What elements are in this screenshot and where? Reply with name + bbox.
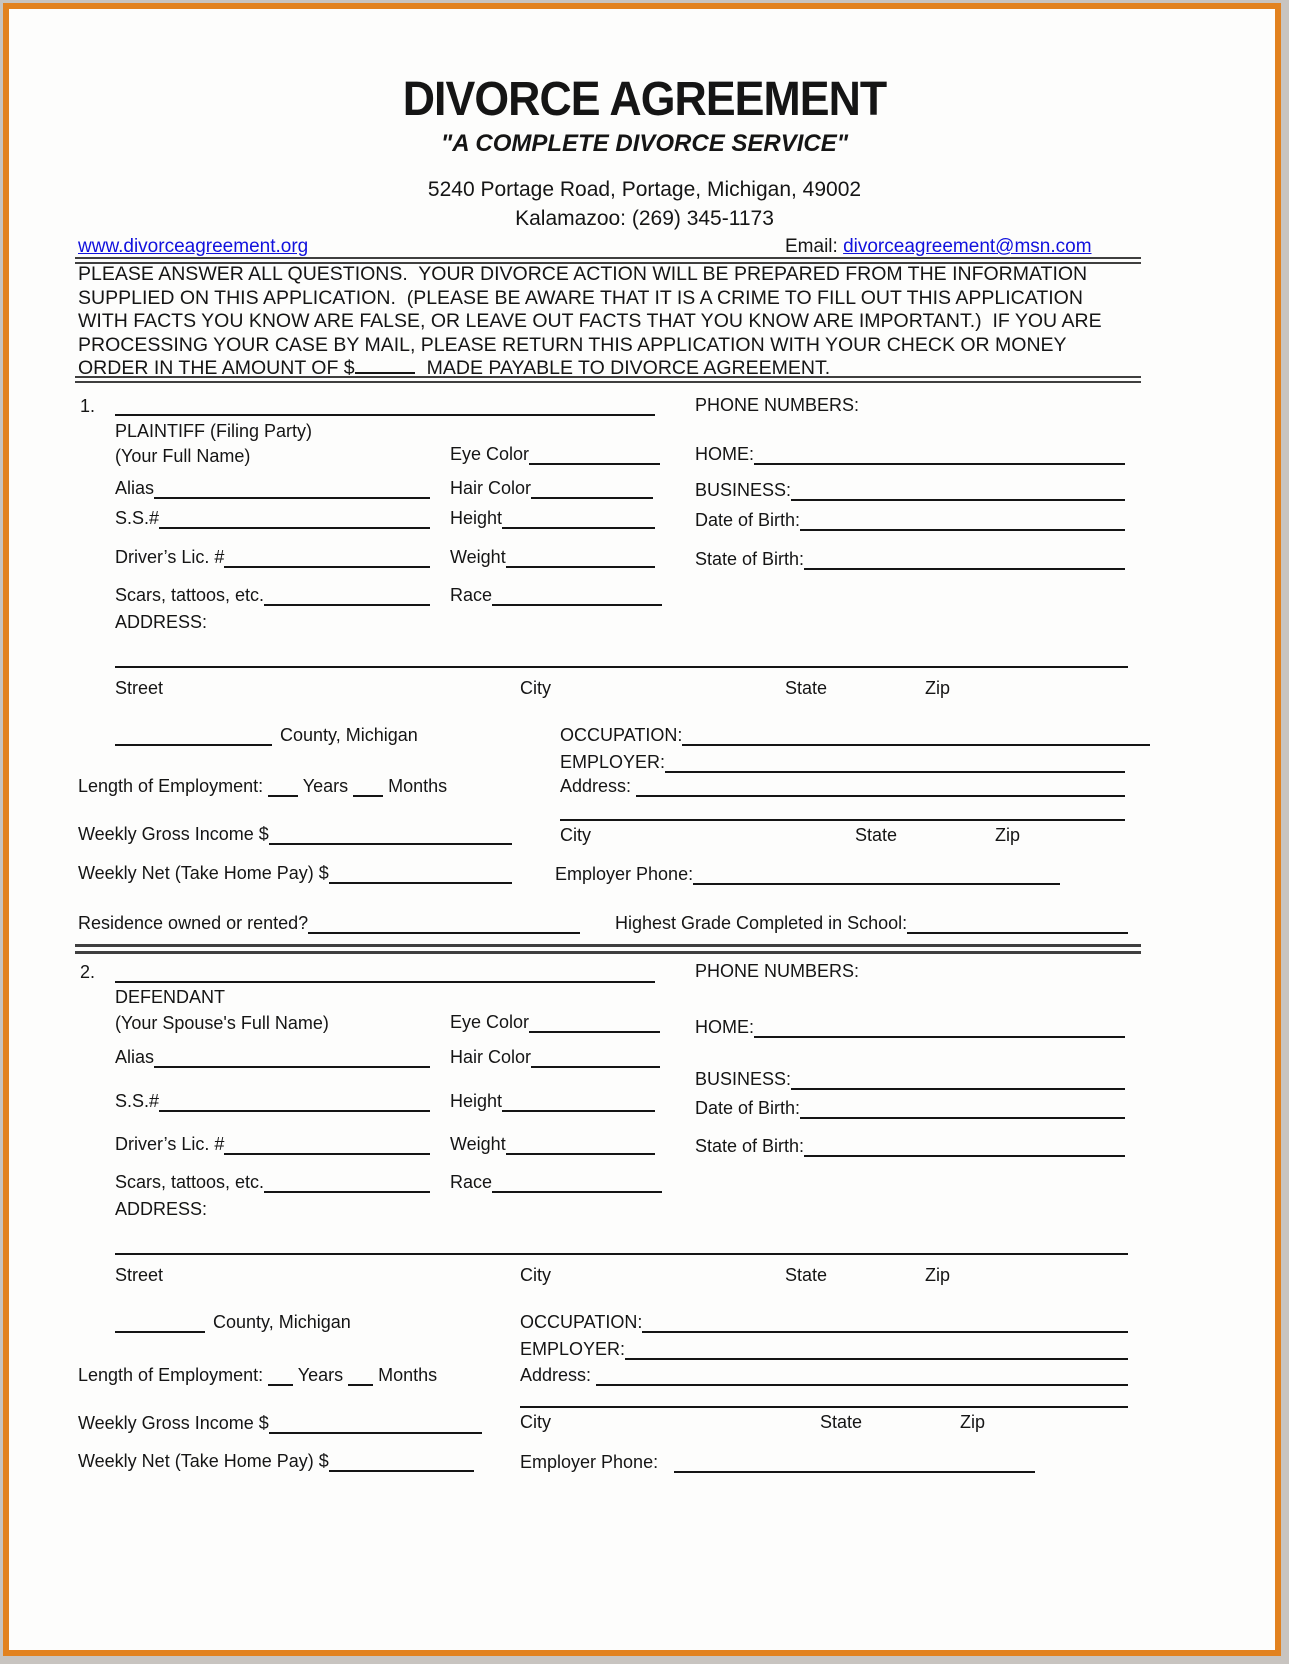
instructions-text-2: MADE PAYABLE TO DIVORCE AGREEMENT.	[426, 357, 831, 380]
s1-scars-row	[115, 584, 430, 606]
s2-drivers-lic-label: Driver’s Lic. #	[115, 1134, 225, 1154]
s1-employer-phone-row	[555, 863, 1060, 885]
s2-employer-blank[interactable]	[625, 1354, 1128, 1360]
s2-employer-label: EMPLOYER:	[520, 1339, 626, 1359]
s1-home-blank[interactable]	[754, 459, 1125, 465]
s1-race-blank[interactable]	[492, 600, 662, 606]
s2-eye-color-blank[interactable]	[529, 1027, 660, 1033]
s2-state-of-birth-label: State of Birth:	[695, 1136, 805, 1156]
s1-employer-state-label: State	[855, 825, 898, 845]
s2-weight-row	[450, 1133, 655, 1155]
s1-weight-blank[interactable]	[506, 562, 655, 568]
s2-employer-address-row	[520, 1364, 1128, 1386]
s1-home-label: HOME:	[695, 444, 755, 464]
s1-business-row	[695, 479, 1125, 501]
s2-occupation-blank[interactable]	[642, 1327, 1128, 1333]
s2-state-of-birth-row	[695, 1135, 1125, 1157]
s2-weight-label: Weight	[450, 1134, 506, 1154]
s1-county-label: County, Michigan	[280, 725, 418, 745]
s2-employer-address-blank[interactable]	[596, 1380, 1128, 1386]
s1-eye-color-row	[450, 443, 660, 465]
s2-address-heading: ADDRESS:	[115, 1199, 208, 1219]
s2-weekly-net-blank[interactable]	[329, 1466, 474, 1472]
s1-weekly-gross-label: Weekly Gross Income $	[78, 824, 269, 844]
s1-state-label: State	[785, 678, 828, 698]
s1-employment-length-label: Length of Employment:	[78, 776, 269, 796]
s1-highest-grade-row	[615, 912, 1128, 934]
s1-employment-length-row	[78, 775, 526, 797]
s1-employer-phone-blank[interactable]	[693, 879, 1060, 885]
s1-hair-color-label: Hair Color	[450, 478, 532, 498]
s1-ssn-blank[interactable]	[159, 523, 430, 529]
s1-dob-row	[695, 509, 1125, 531]
s2-eye-color-row	[450, 1011, 660, 1033]
s2-height-blank[interactable]	[502, 1106, 655, 1112]
s2-phone-numbers-label: PHONE NUMBERS:	[695, 961, 860, 981]
section2-number: 2.	[80, 962, 96, 982]
s1-height-blank[interactable]	[502, 523, 655, 529]
s2-dob-row	[695, 1097, 1125, 1119]
instructions-text: PLEASE ANSWER ALL QUESTIONS. YOUR DIVORCE ACTION WILL BE PREPARED FROM THE INFORMATION SUPPLIED ON THIS APPLICATION. (PLEASE BE AWARE THAT IT IS A CRIME TO FILL OUT THIS APPLICATION WITH FACTS YOU KNOW ARE FALSE, OR LEAVE OUT FACTS THAT YOU KNOW ARE IMPORTANT.) IF YOU ARE PROCESSING YOUR CASE BY MAIL, PLEASE RETURN THIS APPLICATION WITH YOUR CHECK OR MONEY ORDER IN THE AMOUNT OF $	[78, 263, 1108, 380]
s2-weekly-gross-blank[interactable]	[269, 1428, 482, 1434]
s2-weight-blank[interactable]	[506, 1149, 655, 1155]
s1-height-row	[450, 507, 655, 529]
s2-business-blank[interactable]	[791, 1084, 1125, 1090]
s1-drivers-lic-row	[115, 546, 430, 568]
email-label: Email:	[785, 236, 844, 257]
section-divider	[75, 944, 1141, 954]
s1-drivers-lic-label: Driver’s Lic. #	[115, 547, 225, 567]
s1-residence-label: Residence owned or rented?	[78, 913, 309, 933]
s2-employer-zip-label: Zip	[960, 1412, 986, 1432]
s1-hair-color-blank[interactable]	[531, 493, 653, 499]
s1-employer-phone-label: Employer Phone:	[555, 864, 694, 884]
s2-street-label: Street	[115, 1265, 164, 1285]
s2-drivers-lic-row	[115, 1133, 430, 1155]
section1-number: 1.	[80, 396, 96, 416]
s2-county-row	[115, 1311, 385, 1333]
s1-scars-blank[interactable]	[264, 600, 430, 606]
plaintiff-name-blank[interactable]	[115, 414, 655, 416]
s2-scars-row	[115, 1171, 430, 1193]
s1-employer-zip-label: Zip	[995, 825, 1021, 845]
s1-years-blank[interactable]	[268, 791, 298, 797]
s1-party-label: PLAINTIFF (Filing Party)	[115, 421, 313, 441]
s2-scars-blank[interactable]	[264, 1187, 430, 1193]
s1-race-label: Race	[450, 585, 493, 605]
s2-state-of-birth-blank[interactable]	[804, 1151, 1125, 1157]
page-subtitle: "A COMPLETE DIVORCE SERVICE"	[440, 130, 849, 157]
s1-employer-row	[560, 751, 1125, 773]
s1-business-label: BUSINESS:	[695, 480, 792, 500]
s1-home-row	[695, 443, 1125, 465]
s2-ssn-blank[interactable]	[159, 1106, 430, 1112]
s1-months-label: Months	[383, 776, 448, 796]
s1-occupation-label: OCCUPATION:	[560, 725, 683, 745]
s1-employer-city-blank[interactable]	[560, 819, 1125, 821]
s2-employment-length-row	[78, 1364, 496, 1386]
amount-blank[interactable]	[355, 358, 415, 374]
page-title: DIVORCE AGREEMENT	[402, 73, 887, 126]
s1-race-row	[450, 584, 662, 606]
s1-employer-address-row	[560, 775, 1125, 797]
s2-scars-label: Scars, tattoos, etc.	[115, 1172, 265, 1192]
s2-employer-city-label: City	[520, 1412, 551, 1432]
s1-eye-color-label: Eye Color	[450, 444, 530, 464]
s2-county-blank[interactable]	[115, 1327, 205, 1333]
website-link[interactable]: www.divorceagreement.org	[78, 236, 309, 257]
s1-height-label: Height	[450, 508, 503, 528]
s1-residence-blank[interactable]	[308, 928, 580, 934]
s2-weekly-gross-label: Weekly Gross Income $	[78, 1413, 269, 1433]
s2-drivers-lic-blank[interactable]	[224, 1149, 430, 1155]
defendant-name-blank[interactable]	[115, 981, 655, 983]
company-address: 5240 Portage Road, Portage, Michigan, 49002	[427, 178, 862, 201]
s2-employer-row	[520, 1338, 1128, 1360]
s2-months-label: Months	[373, 1365, 438, 1385]
s1-party-sub-label: (Your Full Name)	[115, 446, 251, 466]
s2-height-row	[450, 1090, 655, 1112]
s1-county-blank[interactable]	[115, 740, 272, 746]
s2-business-label: BUSINESS:	[695, 1069, 792, 1089]
s1-phone-numbers-label: PHONE NUMBERS:	[695, 395, 860, 415]
s2-weekly-gross-row	[78, 1412, 482, 1434]
s2-hair-color-row	[450, 1046, 660, 1068]
s2-state-label: State	[785, 1265, 828, 1285]
s1-street-label: Street	[115, 678, 164, 698]
s2-race-row	[450, 1171, 662, 1193]
s2-hair-color-label: Hair Color	[450, 1047, 532, 1067]
s2-party-sub-label: (Your Spouse's Full Name)	[115, 1013, 329, 1033]
s1-ssn-label: S.S.#	[115, 508, 160, 528]
s1-state-of-birth-label: State of Birth:	[695, 549, 805, 569]
s2-home-blank[interactable]	[754, 1032, 1125, 1038]
s1-employer-address-label: Address:	[560, 776, 637, 796]
s2-party-label: DEFENDANT	[115, 987, 226, 1007]
s1-occupation-blank[interactable]	[682, 740, 1150, 746]
s2-hair-color-blank[interactable]	[531, 1062, 660, 1068]
s2-ssn-label: S.S.#	[115, 1091, 160, 1111]
s2-years-label: Years	[293, 1365, 349, 1385]
s1-hair-color-row	[450, 477, 653, 499]
s1-ssn-row	[115, 507, 430, 529]
s1-highest-grade-blank[interactable]	[907, 928, 1128, 934]
s1-alias-blank[interactable]	[154, 493, 430, 499]
s1-highest-grade-label: Highest Grade Completed in School:	[615, 913, 908, 933]
s1-weekly-gross-blank[interactable]	[269, 839, 512, 845]
s2-dob-label: Date of Birth:	[695, 1098, 801, 1118]
s1-street-address-blank[interactable]	[115, 666, 1128, 668]
s1-employer-label: EMPLOYER:	[560, 752, 666, 772]
s2-employer-phone-label: Employer Phone:	[520, 1452, 659, 1472]
s2-employer-phone-row	[520, 1451, 1035, 1473]
s2-street-address-blank[interactable]	[115, 1253, 1128, 1255]
s1-weekly-net-label: Weekly Net (Take Home Pay) $	[78, 863, 329, 883]
s1-city-label: City	[520, 678, 551, 698]
s1-business-blank[interactable]	[791, 495, 1125, 501]
s2-city-label: City	[520, 1265, 551, 1285]
s2-weekly-net-label: Weekly Net (Take Home Pay) $	[78, 1451, 329, 1471]
s1-alias-label: Alias	[115, 478, 155, 498]
s2-employment-length-label: Length of Employment:	[78, 1365, 269, 1385]
s2-occupation-row	[520, 1311, 1128, 1333]
s1-weight-label: Weight	[450, 547, 506, 567]
s1-months-blank[interactable]	[353, 791, 383, 797]
s2-eye-color-label: Eye Color	[450, 1012, 530, 1032]
s1-county-row	[115, 724, 450, 746]
s2-employer-address-label: Address:	[520, 1365, 597, 1385]
s2-years-blank[interactable]	[268, 1380, 293, 1386]
s1-weekly-net-row	[78, 862, 512, 884]
s1-state-of-birth-row	[695, 548, 1125, 570]
s2-business-row	[695, 1068, 1125, 1090]
s2-employer-city-blank[interactable]	[520, 1406, 1128, 1408]
s1-weight-row	[450, 546, 655, 568]
email-link[interactable]: divorceagreement@msn.com	[843, 236, 1092, 257]
s1-zip-label: Zip	[925, 678, 951, 698]
s2-dob-blank[interactable]	[800, 1113, 1125, 1119]
s1-employer-address-blank[interactable]	[636, 791, 1125, 797]
s1-dob-label: Date of Birth:	[695, 510, 801, 530]
instructions-paragraph	[78, 263, 1126, 381]
s2-zip-label: Zip	[925, 1265, 951, 1285]
s1-occupation-row	[560, 724, 1150, 746]
s2-county-label: County, Michigan	[213, 1312, 351, 1332]
s2-alias-row	[115, 1046, 430, 1068]
s1-residence-row	[78, 912, 580, 934]
s1-eye-color-blank[interactable]	[529, 459, 660, 465]
s2-alias-blank[interactable]	[154, 1062, 430, 1068]
s1-years-label: Years	[298, 776, 354, 796]
s2-employer-state-label: State	[820, 1412, 863, 1432]
email-row	[785, 236, 1092, 258]
s1-employer-blank[interactable]	[665, 767, 1125, 773]
s2-race-label: Race	[450, 1172, 493, 1192]
s2-race-blank[interactable]	[492, 1187, 662, 1193]
s1-scars-label: Scars, tattoos, etc.	[115, 585, 265, 605]
s2-ssn-row	[115, 1090, 430, 1112]
s2-height-label: Height	[450, 1091, 503, 1111]
s2-home-row	[695, 1016, 1125, 1038]
s1-address-heading: ADDRESS:	[115, 612, 208, 632]
notice-divider	[75, 376, 1141, 383]
s2-alias-label: Alias	[115, 1047, 155, 1067]
s1-state-of-birth-blank[interactable]	[804, 564, 1125, 570]
form-document	[3, 3, 1281, 1656]
s1-employer-city-label: City	[560, 825, 591, 845]
s1-weekly-net-blank[interactable]	[329, 878, 512, 884]
s2-home-label: HOME:	[695, 1017, 755, 1037]
s1-dob-blank[interactable]	[800, 525, 1125, 531]
s1-drivers-lic-blank[interactable]	[224, 562, 430, 568]
s2-weekly-net-row	[78, 1450, 474, 1472]
s2-months-blank[interactable]	[348, 1380, 373, 1386]
s2-occupation-label: OCCUPATION:	[520, 1312, 643, 1332]
s1-alias-row	[115, 477, 430, 499]
company-phone: Kalamazoo: (269) 345-1173	[515, 207, 774, 230]
s2-employer-phone-blank[interactable]	[674, 1467, 1035, 1473]
s1-weekly-gross-row	[78, 823, 512, 845]
